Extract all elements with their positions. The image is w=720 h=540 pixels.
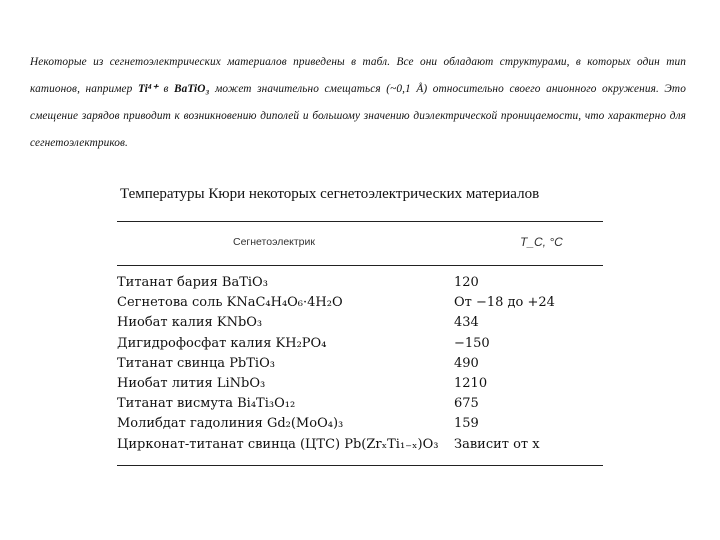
- material-name: Титанат свинца PbTiO₃: [117, 355, 275, 371]
- curie-temperature: 675: [454, 396, 479, 412]
- table-title: Температуры Кюри некоторых сегнетоэлектрических материалов: [120, 186, 540, 202]
- table-row: [117, 315, 603, 334]
- curie-temperature: 1210: [454, 376, 488, 391]
- curie-temperature: 434: [454, 315, 479, 331]
- ion-formula: Ti⁴⁺: [137, 83, 158, 95]
- material-name: Титанат бария BaTiO₃: [117, 275, 268, 290]
- table-row: [117, 356, 603, 375]
- material-name: Титанат висмута Bi₄Ti₃O₁₂: [117, 396, 296, 412]
- table-row: [117, 437, 603, 456]
- material-name: Дигидрофосфат калия KH₂PO₄: [117, 335, 327, 351]
- table-bottom-rule: [117, 465, 603, 466]
- material-name: Ниобат калия KNbO₃: [117, 315, 263, 331]
- header-material: Сегнетоэлектрик: [233, 236, 315, 248]
- material-name: Ниобат лития LiNbO₃: [117, 376, 266, 391]
- header-tc: T_C, °C: [520, 235, 563, 249]
- intro-paragraph: [30, 49, 686, 157]
- curie-temperature: −150: [454, 335, 490, 351]
- table-row: [117, 275, 603, 294]
- paragraph-text-3: может значительно смещаться (~0,1 Å) относительно своего анионного окружения. Это смещение зарядов приводит к возникновению диполей и большому значению диэлектрической проницаемости, что характерно для сегнетоэлектриков.: [30, 83, 686, 149]
- material-name: Цирконат-титанат свинца (ЦТС) Pb(ZrₓTi₁₋ₓ)O₃: [117, 436, 439, 452]
- compound-formula: BaTiO₃: [174, 83, 210, 95]
- material-name: Сегнетова соль KNaC₄H₄O₆·4H₂O: [117, 295, 343, 311]
- table-row: [117, 416, 603, 435]
- table-row: [117, 396, 603, 415]
- curie-temperature: 159: [454, 416, 479, 432]
- curie-temperature: Зависит от x: [454, 436, 540, 452]
- paragraph-text-1: Некоторые из сегнетоэлектрических материалов приведены в табл. Все они обладают структурами, в которых один тип катионов, например: [30, 56, 686, 95]
- paragraph-text-2: в: [163, 83, 169, 95]
- table-row: [117, 295, 603, 314]
- curie-temperature: 490: [454, 355, 479, 371]
- table-header-rule: [117, 265, 603, 266]
- table-row: [117, 336, 603, 355]
- curie-temperature: 120: [454, 275, 479, 290]
- table-row: [117, 376, 603, 395]
- curie-temperature: От −18 до +24: [454, 295, 555, 311]
- material-name: Молибдат гадолиния Gd₂(MoO₄)₃: [117, 416, 344, 432]
- table-top-rule: [117, 221, 603, 222]
